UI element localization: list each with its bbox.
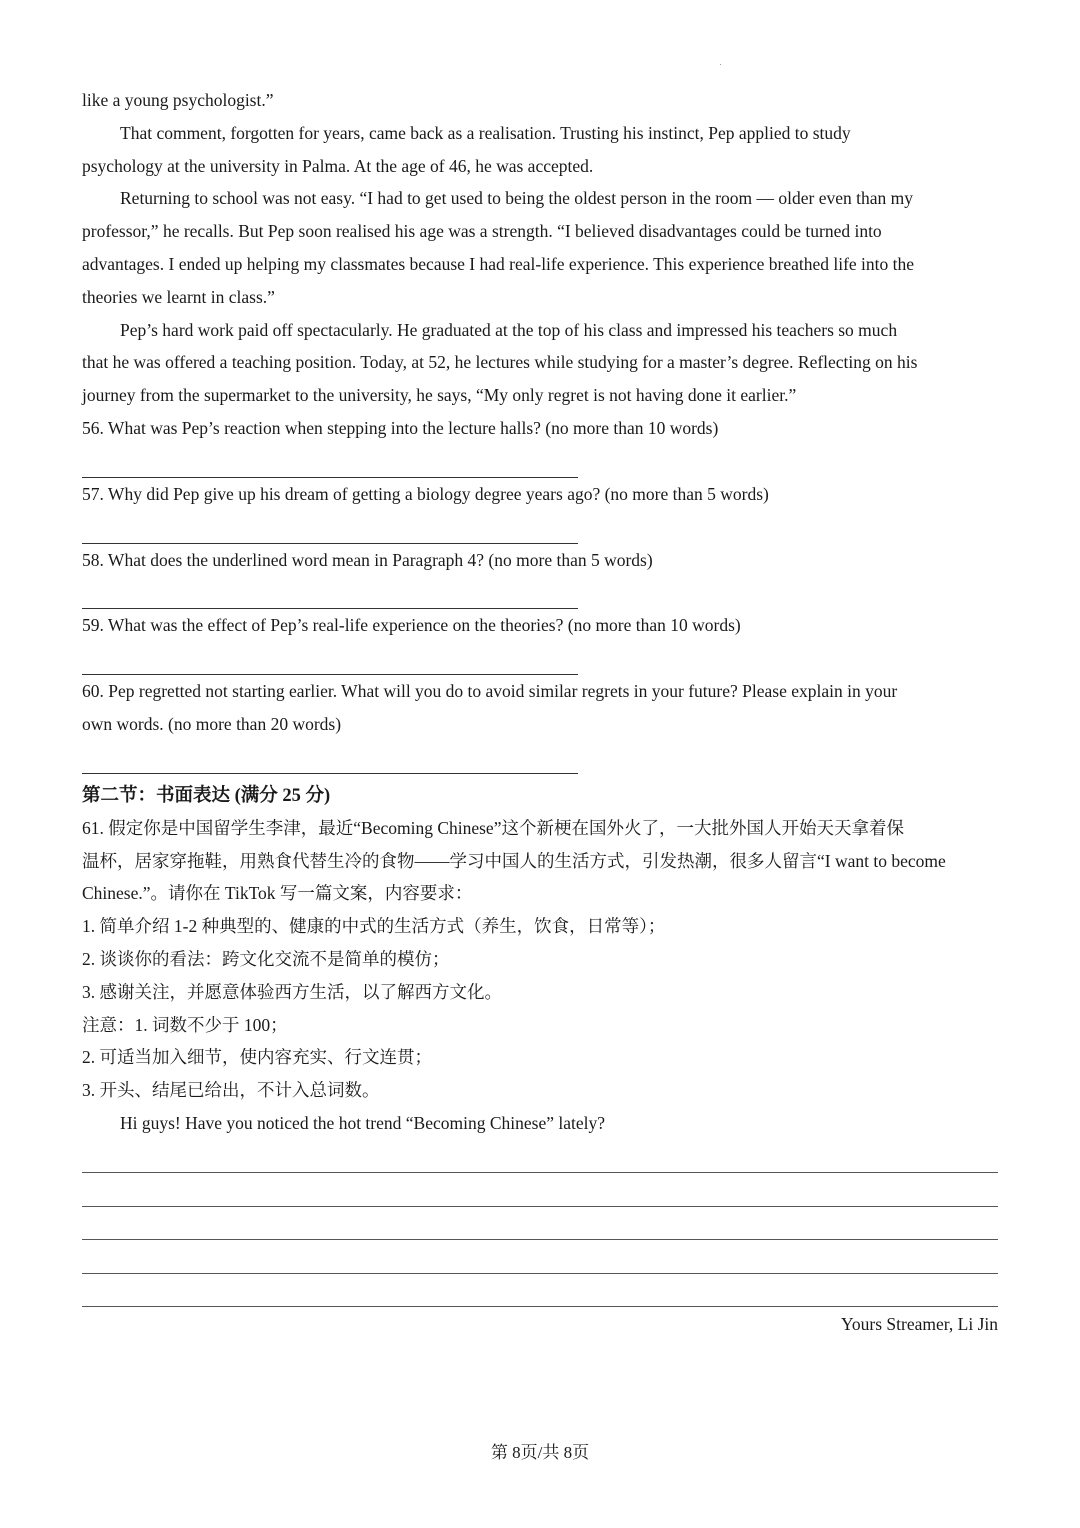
writing-prompt: Chinese.”。请你在 TikTok 写一篇文案，内容要求： xyxy=(82,883,473,904)
passage-line: psychology at the university in Palma. At the age of 46, he was accepted. xyxy=(82,155,594,176)
question-59: 59. What was the effect of Pep’s real-life experience on the theories? (no more than 10 words) xyxy=(82,615,741,636)
answer-space xyxy=(82,741,998,773)
passage-line: advantages. I ended up helping my classmates because I had real-life experience. This experience breathed life into the xyxy=(82,253,915,274)
note-3: 3. 开头、结尾已给出，不计入总词数。 xyxy=(82,1080,380,1101)
writing-line[interactable] xyxy=(82,1173,998,1207)
passage-paragraph-start: Pep’s hard work paid off spectacularly. He graduated at the top of his class and impressed his teachers so much xyxy=(120,319,898,340)
question-58: 58. What does the underlined word mean in Paragraph 4? (no more than 5 words) xyxy=(82,549,653,570)
question-60: 60. Pep regretted not starting earlier. What will you do to avoid similar regrets in your future? Please explain in your xyxy=(82,681,898,702)
essay-opening: Hi guys! Have you noticed the hot trend “Becoming Chinese” lately? xyxy=(120,1112,606,1133)
passage-line: professor,” he recalls. But Pep soon realised his age was a strength. “I believed disadvantages could be turned into xyxy=(82,221,882,242)
requirement-1: 1. 简单介绍 1-2 种典型的、健康的中式的生活方式（养生，饮食，日常等）； xyxy=(82,916,666,937)
question-60-continued: own words. (no more than 20 words) xyxy=(82,713,342,734)
note-1: 注意：1. 词数不少于 100； xyxy=(82,1014,288,1035)
note-2: 2. 可适当加入细节，使内容充实、行文连贯； xyxy=(82,1047,432,1068)
writing-prompt: 61. 假定你是中国留学生李津，最近“Becoming Chinese”这个新梗在国外火了，一大批外国人开始天天拿着保 xyxy=(82,817,904,838)
essay-signature: Yours Streamer, Li Jin xyxy=(841,1314,998,1335)
passage-line: theories we learnt in class.” xyxy=(82,286,275,307)
page-footer: 第 8页/共 8页 xyxy=(490,1443,590,1462)
passage-paragraph-start: That comment, forgotten for years, came back as a realisation. Trusting his instinct, Pep applied to study xyxy=(120,122,851,143)
passage-paragraph-start: Returning to school was not easy. “I had to get used to being the oldest person in the room — older even than my xyxy=(120,188,914,209)
requirement-3: 3. 感谢关注，并愿意体验西方生活，以了解西方文化。 xyxy=(82,981,502,1002)
requirement-2: 2. 谈谈你的看法：跨文化交流不是简单的模仿； xyxy=(82,948,450,969)
scan-speck xyxy=(720,64,721,65)
writing-line[interactable] xyxy=(82,1140,998,1174)
answer-space xyxy=(82,445,998,477)
writing-line[interactable] xyxy=(82,1274,998,1308)
section-title: 第二节：书面表达 (满分 25 分) xyxy=(82,785,331,806)
question-57: 57. Why did Pep give up his dream of getting a biology degree years ago? (no more than 5 words) xyxy=(82,483,769,504)
answer-space xyxy=(82,511,998,543)
passage-line: journey from the supermarket to the university, he says, “My only regret is not having done it earlier.” xyxy=(82,385,797,406)
passage-line: that he was offered a teaching position. Today, at 52, he lectures while studying for a master’s degree. Reflecting on his xyxy=(82,352,918,373)
writing-line[interactable] xyxy=(82,1240,998,1274)
answer-space xyxy=(82,642,998,674)
question-56: 56. What was Pep’s reaction when stepping into the lecture halls? (no more than 10 words) xyxy=(82,417,719,438)
answer-line-60[interactable] xyxy=(82,773,578,774)
answer-space xyxy=(82,576,998,608)
passage-line: like a young psychologist.” xyxy=(82,90,274,110)
exam-page xyxy=(82,84,998,1341)
writing-line[interactable] xyxy=(82,1207,998,1241)
writing-prompt: 温杯，居家穿拖鞋，用熟食代替生冷的食物——学习中国人的生活方式，引发热潮，很多人留言“I want to become xyxy=(82,850,946,871)
